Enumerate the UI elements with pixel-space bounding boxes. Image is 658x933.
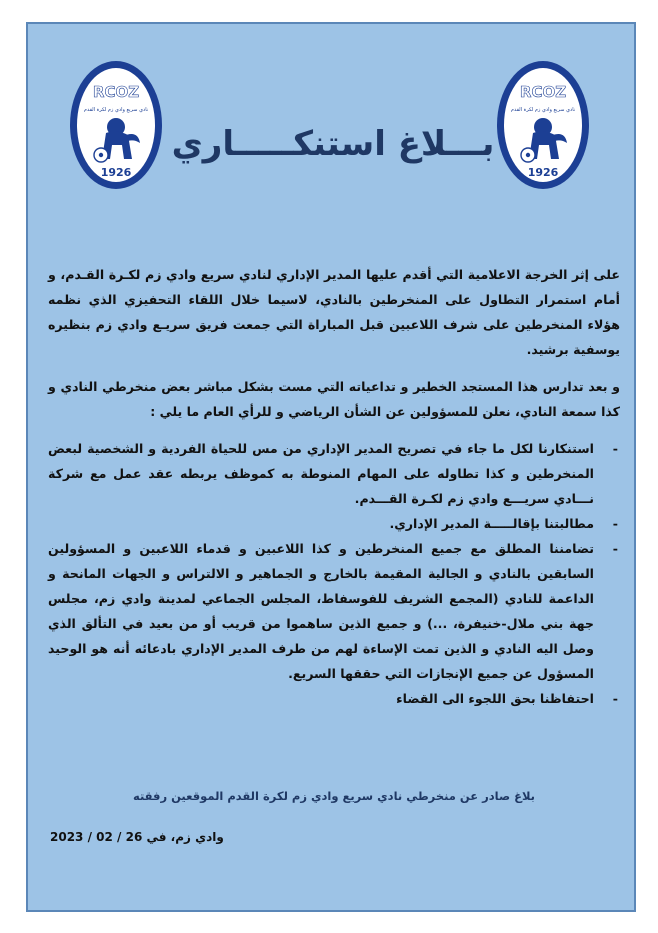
logo-arc-text: نادي سريع وادي زم لكرة القدم <box>83 107 149 113</box>
list-item <box>48 686 620 711</box>
list-item <box>48 511 620 536</box>
list-marker: - <box>612 516 618 531</box>
logo-abbr: RCOZ <box>519 83 567 101</box>
footer-statement: بلاغ صادر عن منخرطي نادي سريع وادي زم لكرة القدم الموقعين رفقته <box>132 789 536 803</box>
football-icon <box>94 148 108 162</box>
date-line: وادي زم، في 26 / 02 / 2023 <box>50 830 224 844</box>
list-marker: - <box>612 441 618 456</box>
logo-year: 1926 <box>100 166 132 179</box>
logo-abbr: RCOZ <box>92 83 140 101</box>
demands-list <box>48 436 620 711</box>
list-marker: - <box>612 691 618 706</box>
list-item-text: تضامننا المطلق مع جميع المنخرطين و كذا اللاعبين و قدماء اللاعبين و المسؤولين السابقين بالنادي و الجالية المقيمة بالخارج و الجماهير و الالتراس و الجهات المانحة و الداعمة للنادي (المجمع الشريف للفوسفاط، المجلس الجماعي لمدينة وادي زم، مجلس جهة بني ملال-خنيفرة، ...) و جميع الذين ساهموا من قريب أو من بعيد في التألق الذي وصل اليه النادي و الذين تمت الإساءة لهم من طرف المدير الإداري بادعائه أنه هو الوحيد المسؤول عن جميع الإنجازات التي حققها السريع. <box>48 541 594 681</box>
communique-body <box>48 262 620 711</box>
communique-sheet <box>26 22 636 912</box>
paragraph-intro: على إثر الخرجة الاعلامية التي أقدم عليها المدير الإداري لنادي سريع وادي زم لكـرة القـدم، و أمام استمرار التطاول على المنخرطين بالنادي، لاسيما خلال اللقاء التحفيزي الذي نظمه هؤلاء المنخرطين على شرف اللاعبين قبل المباراة التي جمعت فريق سريـع وادي زم بنظيره يوسفية برشيد. <box>48 267 620 357</box>
football-icon <box>521 148 535 162</box>
page-title: بـــلاغ استنكـــــاري <box>171 124 495 164</box>
list-item <box>48 536 620 686</box>
logo-arc-text: نادي سريع وادي زم لكرة القدم <box>510 107 576 113</box>
list-item <box>48 436 620 511</box>
list-item-text: استنكارنا لكل ما جاء في تصريح المدير الإداري من مس للحياة الفردية و الشخصية لبعض المنخرطين و كذا تطاوله على المهام المنوطة به كموظف يربطه عقد عمل مع شركة نـــادي سريـــع وادي زم لكـرة القـــدم. <box>48 441 594 506</box>
paragraph-declaration: و بعد تدارس هذا المستجد الخطير و تداعياته التي مست بشكل مباشر بعض منخرطي النادي و كذا سمعة النادي، نعلن للمسؤولين عن الشأن الرياضي و للرأي العام ما يلي : <box>48 379 620 419</box>
club-logo-left <box>68 59 164 191</box>
list-item-text: احتفاظنا بحق اللجوء الى القضاء <box>396 691 594 706</box>
list-item-text: مطالبتنا بإقالـــــة المدير الإداري. <box>389 516 594 531</box>
club-logo-right <box>495 59 591 191</box>
list-marker: - <box>612 541 618 556</box>
logo-year: 1926 <box>527 166 559 179</box>
